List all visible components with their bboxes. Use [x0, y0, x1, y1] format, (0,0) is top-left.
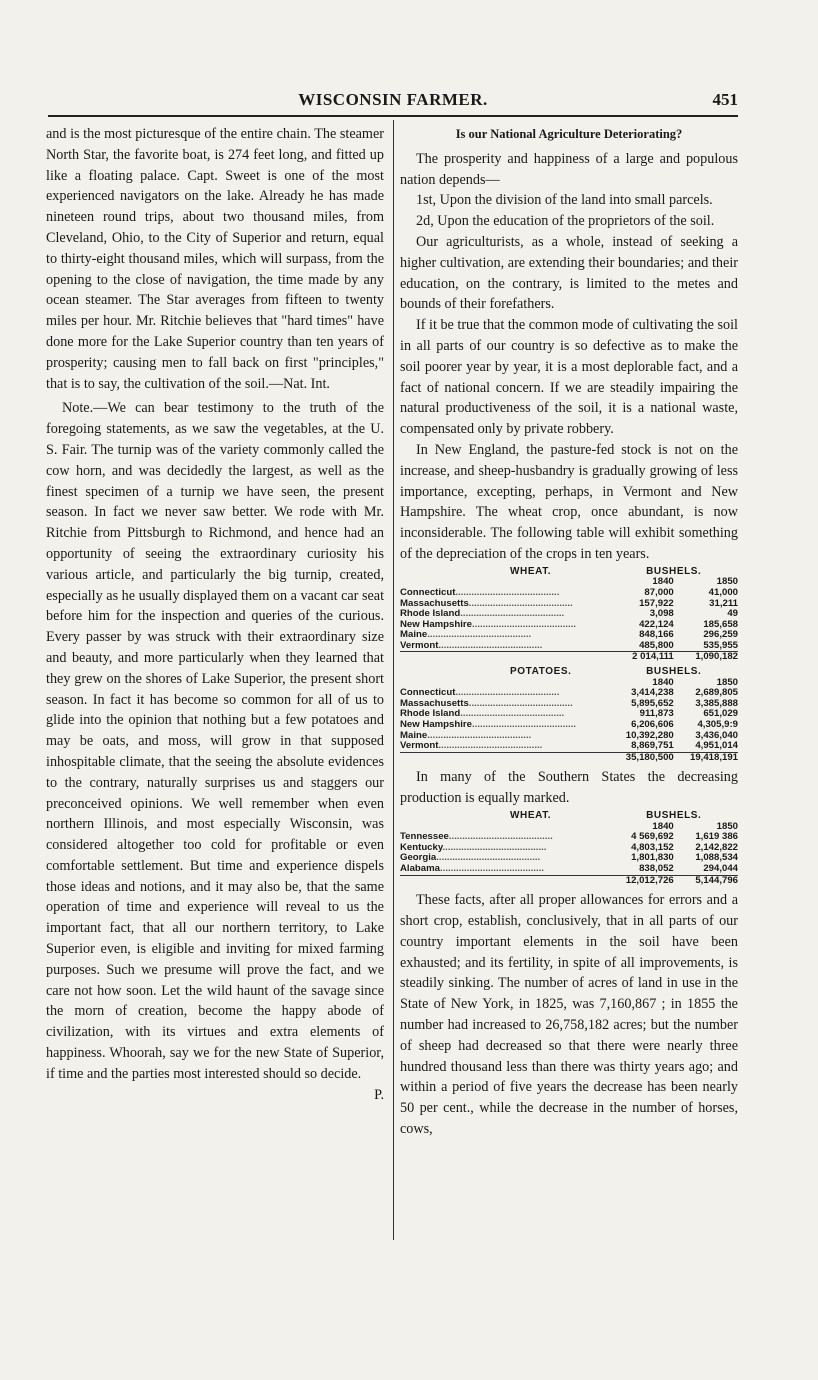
- state-name: Vermont: [400, 741, 439, 752]
- year-1850: 1850: [716, 676, 738, 688]
- total-1850: 5,144,796: [674, 875, 738, 886]
- state-cell: [400, 843, 610, 854]
- leader-dots: .......................................: [455, 688, 560, 699]
- value-1840: 4,803,152: [631, 841, 674, 853]
- crop-label: POTATOES.: [510, 666, 572, 678]
- column-divider: [393, 120, 394, 1240]
- value-1850: 296,259: [703, 629, 738, 641]
- state-name: Rhode Island: [400, 609, 461, 620]
- value-1840: 8,869,751: [631, 740, 674, 752]
- leader-dots: .......................................: [471, 619, 576, 630]
- leader-dots: .......................................: [468, 598, 573, 609]
- value-1850: 185,658: [703, 618, 738, 630]
- state-name: Massachusetts: [400, 598, 469, 609]
- leader-dots: .......................................: [427, 730, 532, 741]
- state-name: Connecticut: [400, 688, 456, 699]
- signature-line: [46, 1085, 384, 1106]
- unit-label: BUSHELS.: [646, 565, 702, 577]
- state-cell: [400, 864, 610, 875]
- page-number: 451: [712, 90, 738, 109]
- state-cell: [400, 620, 610, 631]
- year-row: [400, 678, 738, 689]
- total-1840: 12,012,726: [610, 875, 674, 886]
- year-1850: 1850: [716, 820, 738, 832]
- total-row: [400, 875, 738, 886]
- value-1840: 10,392,280: [625, 729, 674, 741]
- leader-dots: .......................................: [460, 609, 565, 620]
- value-1840: 485,800: [639, 639, 674, 651]
- article-title: Is our National Agriculture Deteriorating?: [455, 127, 683, 141]
- leader-dots: .......................................: [438, 741, 543, 752]
- year-spacer: [400, 678, 610, 689]
- crop-label: WHEAT.: [510, 810, 552, 822]
- leader-dots: .......................................: [440, 863, 544, 874]
- value-1840: 157,922: [639, 597, 674, 609]
- total-row: [400, 652, 738, 663]
- table-row: [400, 588, 738, 599]
- value-1850: 2,689,805: [695, 687, 738, 699]
- total-spacer: [400, 752, 610, 763]
- leader-dots: .......................................: [448, 832, 553, 843]
- state-cell: [400, 641, 610, 652]
- note-paragraph: Note.—We can bear testimony to the truth of the foregoing statements, as we saw the vegetables, at the U. S. Fair. The turnip was of the variety commonly called the cow horn, and was decidedly the largest, as well as the finest specimen of a turnip we have seen, the present season. In fact we never saw better. We rode with Mr. Ritchie from Pittsburgh to Richmond, and hence had an opportunity of seeing the extraordinary curiosity his various article, and particularly the big turnip, created, especially as he usually displayed them on a vacant car seat before him for the inspection and queries of the curious. Every passer by was struck with their extraordinary size and beauty, and more particularly when they learned that they grew on the shores of Lake Superior, the present short season. In fact it has become so common for all of us to glide into the opinion that nothing but a few potatoes and may be oats, and moss, will grow in that supposed inhospitable climate, that the seeing the absolute evidences to the contrary, naturally surprises us and staggers our preconceived opinions. We well remember when even northern Illinois, and most especially Wisconsin, was considered altogether too cold for profitable or even comfortable settlement. But time and experience dispels those ideas and notions, and it may also be, that the same operation of time and experience will reveal to us the important fact, that all our northern territory, to Lake Superior even, is eligible and inviting for mixed farming purposes. Such we presume will prove the fact, and we care not how soon. Let the wild haunt of the savage since the morn of creation, become the happy abode of civilization, with its virtues and extra elements of happiness. Whoorah, say we for the new State of Superior, if time and the parties most interested should so decide.: [46, 400, 385, 1082]
- table-row: [400, 709, 738, 720]
- header-rule: [48, 115, 738, 117]
- signature: P.: [374, 1086, 384, 1103]
- year-row: [400, 822, 738, 833]
- state-name: Vermont: [400, 640, 439, 651]
- year-spacer: [400, 822, 610, 833]
- intro-paragraph-6: In New England, the pasture-fed stock is not on the increase, and sheep-husbandry is gradually growing of less importance, excepting, perhaps, in Vermont and New Hampshire. The wheat crop, once abundant, is now inconsiderable. The following table will exhibit something of the depreciation of the crops in ten years.: [400, 441, 738, 562]
- leader-dots: .......................................: [427, 630, 532, 641]
- value-1840: 1,801,830: [631, 852, 674, 864]
- table-row: [400, 832, 738, 843]
- intro-paragraph-2: 1st, Upon the division of the land into small parcels.: [416, 192, 713, 209]
- year-1840: 1840: [652, 576, 674, 588]
- table-row: [400, 699, 738, 710]
- value-1850: 3,385,888: [695, 697, 738, 709]
- leader-dots: .......................................: [436, 853, 541, 864]
- state-cell: [400, 630, 610, 641]
- state-cell: [400, 731, 610, 742]
- state-cell: [400, 609, 610, 620]
- leader-dots: .......................................: [442, 842, 547, 853]
- value-1850: 1,619 386: [695, 831, 738, 843]
- crop-label: WHEAT.: [510, 565, 552, 577]
- value-1840: 422,124: [639, 618, 674, 630]
- total-1840: 2 014,111: [610, 652, 674, 663]
- state-cell: [400, 720, 610, 731]
- year-1840: 1840: [652, 676, 674, 688]
- value-1850: 535,955: [703, 639, 738, 651]
- state-name: Georgia: [400, 853, 437, 864]
- table-row: [400, 630, 738, 641]
- value-1840: 848,166: [639, 629, 674, 641]
- table-new-england: [400, 567, 738, 764]
- intro-paragraph-5: If it be true that the common mode of cultivating the soil in all parts of our country is so defective as to make the soil poorer year by year, it is a most deplorable fact, and a fact of national concern. If we are steadily impairing the natural productiveness of the soil, it is a national waste, compensated only by private robbery.: [400, 317, 738, 438]
- state-name: Alabama: [400, 863, 440, 874]
- state-name: New Hampshire: [400, 720, 472, 731]
- table-row: [400, 843, 738, 854]
- value-1850: 4,305,9:9: [697, 719, 738, 731]
- southern-states-paragraph: In many of the Southern States the decreasing production is equally marked.: [400, 769, 738, 807]
- conclusion-paragraph: These facts, after all proper allowances for errors and a short crop, establish, conclusively, that in all parts of our country important elements in the soil have been exhausted; and its fertility, in spite of all improvements, is steadily sinking. The number of acres of land in use in the State of New York, in 1825, was 7,160,867 ; in 1855 the number had increased to 26,758,182 acres; but the number of sheep had decreased so that there were nearly three hundred thousand less than there was thirty years ago; and within a period of five years the decrease has been nearly 50 per cent., while the decrease in the number of horses, cows,: [400, 892, 738, 1137]
- state-cell: [400, 853, 610, 864]
- state-name: Maine: [400, 630, 428, 641]
- intro-paragraph-3: 2d, Upon the education of the proprietors of the soil.: [416, 213, 715, 230]
- state-cell: [400, 832, 610, 843]
- value-1850: 294,044: [703, 862, 738, 874]
- state-name: Kentucky: [400, 842, 443, 853]
- year-1840: 1840: [652, 820, 674, 832]
- table-header-row: [400, 567, 738, 578]
- year-1850: 1850: [716, 576, 738, 588]
- state-name: Rhode Island: [400, 709, 461, 720]
- state-cell: [400, 741, 610, 752]
- year-spacer: [400, 577, 610, 588]
- unit-label: BUSHELS.: [646, 666, 702, 678]
- intro-paragraph-4: Our agriculturists, as a whole, instead of seeking a higher cultivation, are extending their boundaries; and their education, on the contrary, is limited to the metes and bounds of their forefathers.: [400, 233, 738, 313]
- total-1850: 1,090,182: [674, 652, 738, 663]
- right-column: [400, 124, 738, 1140]
- state-cell: [400, 688, 610, 699]
- value-1850: 49: [727, 608, 738, 620]
- value-1840: 3,098: [649, 608, 674, 620]
- state-cell: [400, 588, 610, 599]
- paragraph-1: and is the most picturesque of the entire chain. The steamer North Star, the favorite boat, is 274 feet long, and fitted up like a floating palace. Capt. Sweet is one of the most experienced navigators on the lake. Already he has made nineteen round trips, about two thousand miles, from Cleveland, Ohio, to the City of Superior and return, equal to thirty-eight thousand miles, which will surpass, from the opening to the close of navigation, the time made by any ocean steamer. The Star averages from fifteen to twenty miles per hour. Mr. Ritchie believes that "hard times" have done more for the Lake Superior country than ten years of prosperity; causing men to fall back on first "principles," that is to say, the cultivation of the soil.—Nat. Int.: [46, 126, 384, 392]
- value-1850: 651,029: [703, 708, 738, 720]
- table-row: [400, 720, 738, 731]
- table-southern-wheat: [400, 811, 738, 886]
- table-header-row: [400, 667, 738, 678]
- table-row: [400, 609, 738, 620]
- leader-dots: .......................................: [460, 709, 565, 720]
- state-cell: [400, 699, 610, 710]
- value-1840: 838,052: [639, 862, 674, 874]
- table-row: [400, 641, 738, 652]
- value-1840: 911,873: [639, 708, 674, 720]
- unit-label: BUSHELS.: [646, 810, 702, 822]
- value-1850: 31,211: [709, 597, 738, 609]
- total-row: [400, 752, 738, 763]
- intro-paragraph-1: The prosperity and happiness of a large and populous nation depends—: [400, 150, 738, 188]
- leader-dots: .......................................: [438, 640, 543, 651]
- left-column: [46, 124, 384, 1105]
- value-1850: 41,000: [708, 586, 738, 598]
- table-row: [400, 688, 738, 699]
- table-row: [400, 853, 738, 864]
- value-1850: 4,951,014: [695, 740, 738, 752]
- state-name: Maine: [400, 730, 428, 741]
- value-1840: 4 569,692: [631, 831, 674, 843]
- leader-dots: .......................................: [471, 720, 576, 731]
- state-name: Massachusetts: [400, 698, 469, 709]
- table-row: [400, 741, 738, 752]
- state-cell: [400, 599, 610, 610]
- table-row: [400, 620, 738, 631]
- value-1850: 2,142,822: [695, 841, 738, 853]
- table-row: [400, 599, 738, 610]
- value-1840: 3,414,238: [631, 687, 674, 699]
- state-name: Connecticut: [400, 587, 456, 598]
- total-1850: 19,418,191: [674, 752, 738, 763]
- total-spacer: [400, 652, 610, 663]
- state-name: New Hampshire: [400, 619, 472, 630]
- value-1840: 6,206,606: [631, 719, 674, 731]
- table-row: [400, 731, 738, 742]
- value-1840: 87,000: [644, 586, 674, 598]
- leader-dots: .......................................: [468, 698, 573, 709]
- state-cell: [400, 709, 610, 720]
- table-header-row: [400, 811, 738, 822]
- running-title: WISCONSIN FARMER.: [298, 90, 488, 109]
- year-row: [400, 577, 738, 588]
- total-1840: 35,180,500: [610, 752, 674, 763]
- value-1850: 1,088,534: [695, 852, 738, 864]
- total-spacer: [400, 875, 610, 886]
- leader-dots: .......................................: [455, 587, 560, 598]
- table-row: [400, 864, 738, 875]
- state-name: Tennessee: [400, 832, 449, 843]
- page-header: [48, 90, 738, 112]
- value-1850: 3,436,040: [695, 729, 738, 741]
- value-1840: 5,895,652: [631, 697, 674, 709]
